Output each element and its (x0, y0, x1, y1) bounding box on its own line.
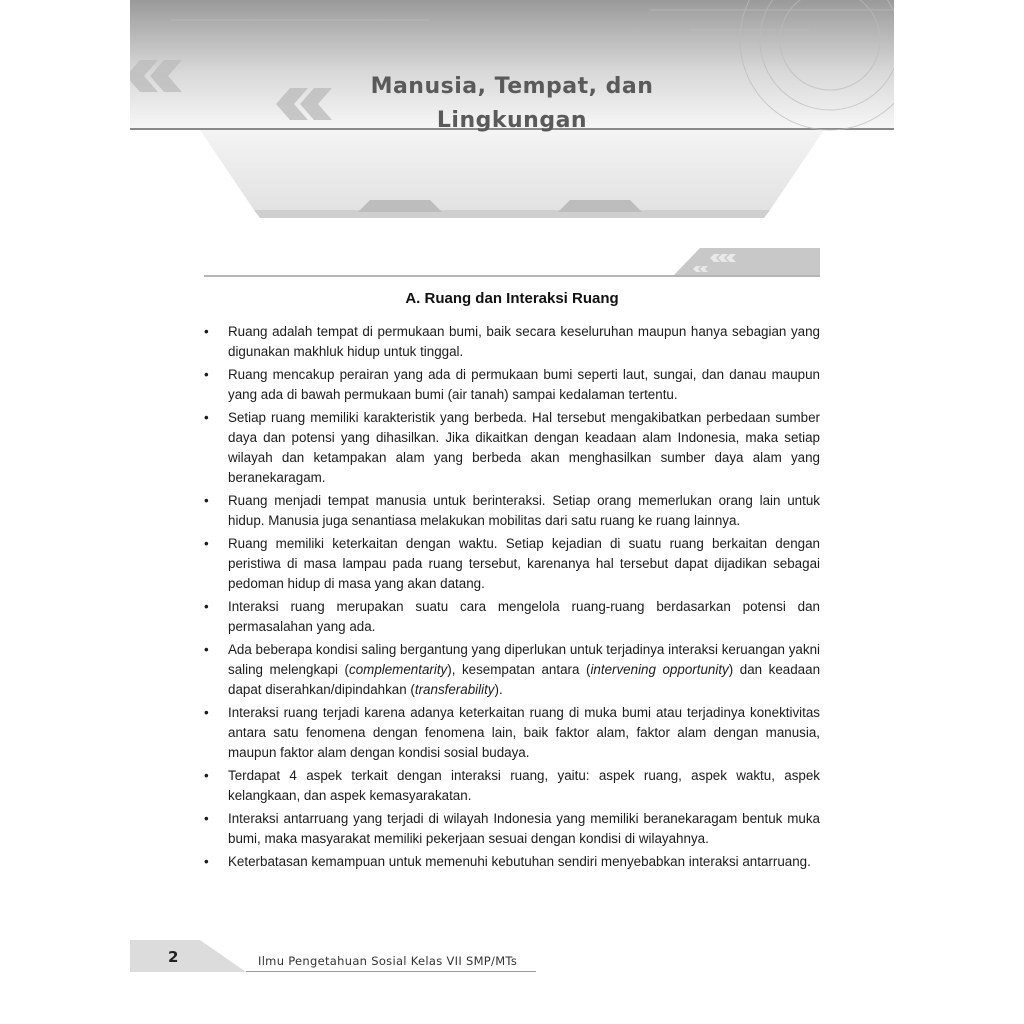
list-item-text-part: ), kesempatan antara ( (447, 662, 591, 677)
list-item (204, 597, 820, 637)
bullet-symbol: • (204, 536, 209, 551)
list-item (204, 640, 820, 700)
list-item-text: Interaksi ruang merupakan suatu cara mengelola ruang-ruang berdasarkan potensi dan permasalahan yang ada. (228, 599, 820, 634)
bullet-symbol: • (204, 768, 209, 783)
list-item-text: Interaksi antarruang yang terjadi di wilayah Indonesia yang memiliki beranekaragam bentuk muka bumi, maka masyarakat memiliki pekerjaan sesuai dengan kondisi di wilayahnya. (228, 811, 820, 846)
list-item-text-part: ) dan keadaan dapat diserahkan/dipindahkan ( (228, 662, 821, 697)
bullet-symbol: • (204, 493, 209, 508)
list-item-text-part: Ada beberapa kondisi saling bergantung yang diperlukan untuk terjadinya interaksi keruangan yakni saling melengkapi ( (228, 642, 820, 677)
italic-term: transferability (414, 682, 495, 697)
list-item (204, 408, 820, 488)
list-item-text: Ruang adalah tempat di permukaan bumi, baik secara keseluruhan maupun hanya sebagian yang digunakan makhluk hidup untuk tinggal. (228, 324, 820, 359)
italic-term: intervening opportunity (590, 662, 729, 677)
bullet-symbol: • (204, 705, 209, 720)
italic-term: complementarity (349, 662, 448, 677)
list-item (204, 852, 820, 872)
list-item (204, 322, 820, 362)
chapter-title-line-1: Manusia, Tempat, dan (370, 74, 654, 99)
list-item-text: Ruang mencakup perairan yang ada di permukaan bumi seperti laut, sungai, dan danau maupun yang ada di bawah permukaan bumi (air tanah) sampai kedalaman tertentu. (228, 367, 820, 402)
book-title: Ilmu Pengetahuan Sosial Kelas VII SMP/MTs (258, 954, 518, 968)
list-item-text: Ruang memiliki keterkaitan dengan waktu. Setiap kejadian di suatu ruang berkaitan dengan peristiwa di masa lampau pada ruang tersebut, karenanya hal tersebut dapat dijadikan sebagai pedoman hidup di masa yang akan datang. (228, 536, 820, 591)
bullet-symbol: • (204, 811, 209, 826)
book-page (130, 0, 894, 1024)
chapter-title (130, 70, 894, 138)
bullet-symbol: • (204, 324, 209, 339)
page-number: 2 (168, 948, 179, 966)
bullet-symbol: • (204, 642, 209, 657)
list-item (204, 534, 820, 594)
list-item-text: Interaksi ruang terjadi karena adanya keterkaitan ruang di muka bumi atau terjadinya konektivitas antara satu fenomena dengan fenomena lain, baik faktor alam, faktor alam dengan manusia, maupun faktor alam dengan kondisi sosial budaya. (228, 705, 820, 760)
bullet-list (204, 322, 820, 875)
list-item (204, 766, 820, 806)
bullet-symbol: • (204, 599, 209, 614)
bullet-symbol: • (204, 410, 209, 425)
list-item (204, 491, 820, 531)
section-divider (204, 246, 820, 280)
list-item (204, 703, 820, 763)
list-item (204, 365, 820, 405)
chapter-title-line-2: Lingkungan (436, 108, 588, 133)
bullet-symbol: • (204, 854, 209, 869)
section-heading: A. Ruang dan Interaksi Ruang (405, 290, 619, 307)
list-item-text: Ruang menjadi tempat manusia untuk berinteraksi. Setiap orang memerlukan orang lain untuk hidup. Manusia juga senantiasa melakukan mobilitas dari satu ruang ke ruang lainnya. (228, 493, 820, 528)
list-item-text-part: ). (494, 682, 503, 697)
list-item (204, 809, 820, 849)
list-item-text: Terdapat 4 aspek terkait dengan interaksi ruang, yaitu: aspek ruang, aspek waktu, aspek kelangkaan, dan aspek kemasyarakatan. (228, 768, 820, 803)
list-item-text: Keterbatasan kemampuan untuk memenuhi kebutuhan sendiri menyebabkan interaksi antarruang. (228, 854, 811, 869)
bullet-symbol: • (204, 367, 209, 382)
list-item-text: Setiap ruang memiliki karakteristik yang berbeda. Hal tersebut mengakibatkan perbedaan sumber daya dan potensi yang dihasilkan. Jika dikaitkan dengan keadaan alam Indonesia, maka setiap wilayah dan ketampakan alam yang berbeda akan menghasilkan sumber daya alam yang beranekaragam. (228, 410, 820, 485)
